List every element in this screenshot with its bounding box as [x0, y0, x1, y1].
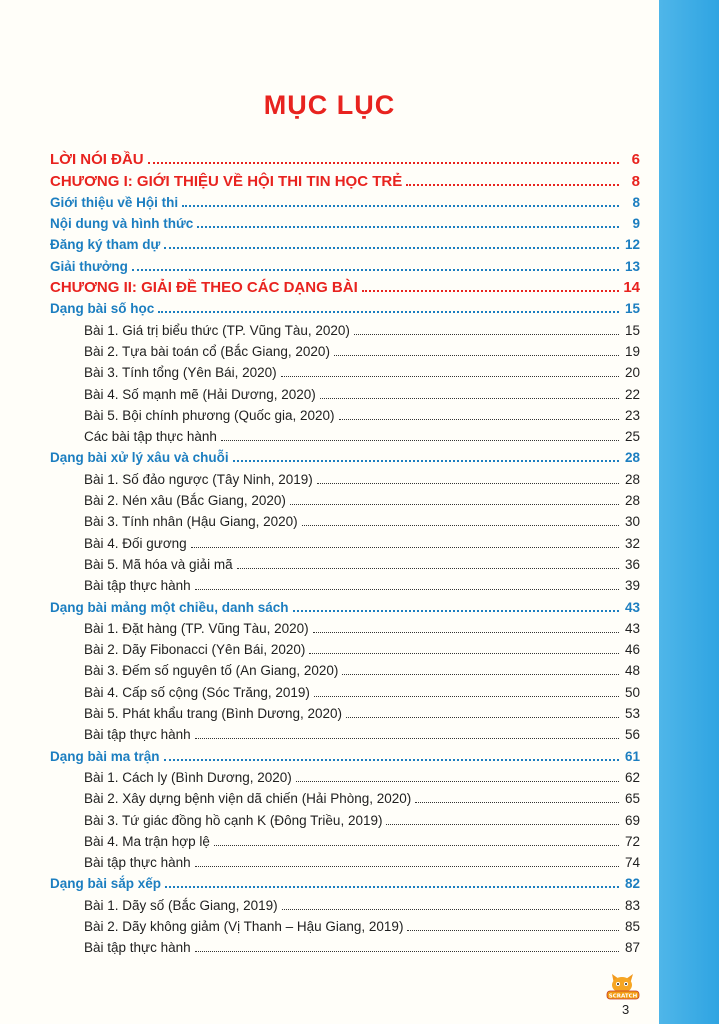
toc-entry-title: Bài 1. Giá trị biểu thức (TP. Vũng Tàu, 2020) — [84, 322, 350, 338]
toc-entry-title: Bài 3. Tính tổng (Yên Bái, 2020) — [84, 365, 277, 381]
toc-entry-page: 19 — [624, 343, 640, 359]
toc-entry-title: Bài 2. Tựa bài toán cổ (Bắc Giang, 2020) — [84, 343, 330, 359]
toc-entry-title: Bài 2. Xây dựng bệnh viện dã chiến (Hải Phòng, 2020) — [84, 791, 412, 807]
toc-entry-title: Bài 4. Ma trận hợp lệ — [84, 833, 210, 849]
toc-entry-title: Đăng ký tham dự — [50, 237, 161, 253]
toc-entry-page: 69 — [624, 812, 640, 828]
toc-entry-title: Bài 2. Dãy không giảm (Vị Thanh – Hậu Giang, 2019) — [84, 918, 404, 934]
toc-entry-title: Bài tập thực hành — [84, 727, 191, 743]
toc-entry[interactable] — [50, 766, 640, 787]
dot-leader — [354, 334, 619, 335]
toc-entry-page: 30 — [624, 514, 640, 530]
toc-entry[interactable] — [50, 723, 640, 744]
toc-entry[interactable] — [50, 680, 640, 701]
toc-entry-page: 9 — [632, 216, 640, 232]
toc-entry[interactable] — [50, 425, 640, 446]
dot-leader — [281, 376, 619, 377]
toc-entry-page: 25 — [624, 429, 640, 445]
dot-leader — [290, 504, 619, 505]
toc-entry[interactable] — [50, 233, 640, 254]
toc-entry-page: 6 — [631, 151, 640, 169]
dot-leader — [342, 674, 619, 675]
dot-leader — [165, 886, 619, 888]
toc-entry-page: 83 — [624, 897, 640, 913]
toc-entry[interactable] — [50, 489, 640, 510]
toc-entry-title: Bài 3. Tính nhân (Hậu Giang, 2020) — [84, 514, 298, 530]
toc-entry[interactable] — [50, 595, 640, 616]
toc-entry[interactable] — [50, 467, 640, 488]
toc-entry[interactable] — [50, 915, 640, 936]
dot-leader — [334, 355, 619, 356]
toc-entry-title: Dạng bài số học — [50, 301, 155, 317]
toc-entry[interactable] — [50, 340, 640, 361]
toc-entry[interactable] — [50, 638, 640, 659]
toc-entry[interactable] — [50, 872, 640, 893]
toc-entry-page: 8 — [631, 172, 640, 190]
toc-entry-page: 20 — [624, 365, 640, 381]
toc-entry-title: Dạng bài sắp xếp — [50, 876, 162, 892]
toc-entry[interactable] — [50, 553, 640, 574]
dot-leader — [296, 781, 619, 782]
toc-entry-title: Bài 3. Đếm số nguyên tố (An Giang, 2020) — [84, 663, 339, 679]
toc-entry-title: Bài 5. Mã hóa và giải mã — [84, 556, 233, 572]
toc-entry-page: 28 — [624, 493, 640, 509]
toc-entry[interactable] — [50, 659, 640, 680]
dot-leader — [339, 419, 619, 420]
toc-entry[interactable] — [50, 446, 640, 467]
toc-entry-title: Bài 2. Nén xâu (Bắc Giang, 2020) — [84, 493, 286, 509]
toc-entry-page: 32 — [624, 535, 640, 551]
dot-leader — [386, 824, 619, 825]
dot-leader — [415, 802, 619, 803]
toc-entry[interactable] — [50, 702, 640, 723]
toc-entry-page: 39 — [624, 578, 640, 594]
toc-entry[interactable] — [50, 531, 640, 552]
dot-leader — [293, 610, 619, 612]
toc-entry-page: 15 — [624, 322, 640, 338]
toc-entry-title: Bài tập thực hành — [84, 940, 191, 956]
toc-entry[interactable] — [50, 830, 640, 851]
dot-leader — [320, 398, 619, 399]
page-title: MỤC LỤC — [263, 90, 396, 120]
toc-entry[interactable] — [50, 617, 640, 638]
toc-entry-page: 12 — [624, 237, 640, 253]
dot-leader — [191, 547, 619, 548]
toc-entry-page: 85 — [624, 918, 640, 934]
dot-leader — [313, 632, 619, 633]
dot-leader — [164, 759, 619, 761]
dot-leader — [197, 226, 619, 228]
toc-entry[interactable] — [50, 808, 640, 829]
toc-entry-page: 74 — [624, 855, 640, 871]
toc-entry-page: 28 — [624, 450, 640, 466]
toc-entry-title: Bài 4. Cấp số cộng (Sóc Trăng, 2019) — [84, 684, 310, 700]
dot-leader — [362, 290, 619, 292]
toc-entry-title: Bài 1. Cách ly (Bình Dương, 2020) — [84, 769, 292, 785]
toc-entry-page: 13 — [624, 258, 640, 274]
toc-entry-page: 14 — [623, 279, 640, 297]
toc-entry-title: Bài 5. Phát khẩu trang (Bình Dương, 2020) — [84, 706, 343, 722]
dot-leader — [214, 845, 619, 846]
toc-entry-page: 48 — [624, 663, 640, 679]
dot-leader — [182, 205, 619, 207]
toc-entry-page: 62 — [624, 769, 640, 785]
dot-leader — [302, 525, 619, 526]
toc-entry-page: 8 — [632, 194, 640, 210]
toc-entry-page: 23 — [624, 407, 640, 423]
toc-entry[interactable] — [50, 744, 640, 765]
toc-entry[interactable] — [50, 787, 640, 808]
toc-entry-title: CHƯƠNG I: GIỚI THIỆU VỀ HỘI THI TIN HỌC TRẺ — [50, 172, 403, 190]
dot-leader — [164, 247, 619, 249]
toc-entry[interactable] — [50, 212, 640, 233]
table-of-contents — [50, 148, 640, 957]
toc-entry-title: Dạng bài ma trận — [50, 748, 160, 764]
toc-entry-page: 56 — [624, 727, 640, 743]
toc-entry[interactable] — [50, 254, 640, 275]
toc-entry-title: Bài 4. Đối gương — [84, 535, 187, 551]
toc-entry-page: 46 — [624, 642, 640, 658]
toc-entry[interactable] — [50, 276, 640, 297]
toc-entry-title: Bài 3. Tứ giác đồng hồ cạnh K (Đông Triều, 2019) — [84, 812, 383, 828]
toc-entry-title: Bài 2. Dãy Fibonacci (Yên Bái, 2020) — [84, 642, 306, 658]
toc-entry[interactable] — [50, 382, 640, 403]
toc-entry-page: 61 — [624, 748, 640, 764]
toc-entry-page: 53 — [624, 706, 640, 722]
toc-entry-page: 28 — [624, 471, 640, 487]
dot-leader — [317, 483, 619, 484]
toc-entry-title: Nội dung và hình thức — [50, 216, 194, 232]
toc-entry-title: LỜI NÓI ĐẦU — [50, 151, 144, 169]
toc-entry-title: Các bài tập thực hành — [84, 429, 217, 445]
toc-entry-title: Giải thưởng — [50, 258, 128, 274]
toc-entry-page: 15 — [624, 301, 640, 317]
toc-entry-title: Bài tập thực hành — [84, 855, 191, 871]
toc-entry-page: 43 — [624, 599, 640, 615]
toc-entry-title: Bài 5. Bội chính phương (Quốc gia, 2020) — [84, 407, 335, 423]
toc-entry-page: 65 — [624, 791, 640, 807]
toc-entry-page: 87 — [624, 940, 640, 956]
dot-leader — [314, 696, 619, 697]
page-number: 3 — [622, 1002, 630, 1017]
toc-entry-title: CHƯƠNG II: GIẢI ĐỀ THEO CÁC DẠNG BÀI — [50, 279, 358, 297]
toc-entry[interactable] — [50, 169, 640, 190]
dot-leader — [195, 866, 619, 867]
toc-entry[interactable] — [50, 851, 640, 872]
toc-entry-title: Bài 1. Dãy số (Bắc Giang, 2019) — [84, 897, 278, 913]
toc-entry[interactable] — [50, 893, 640, 914]
toc-entry-page: 82 — [624, 876, 640, 892]
dot-leader — [195, 738, 619, 739]
toc-entry[interactable] — [50, 297, 640, 318]
dot-leader — [132, 269, 619, 271]
toc-entry-page: 43 — [624, 620, 640, 636]
toc-entry-page: 22 — [624, 386, 640, 402]
dot-leader — [195, 951, 619, 952]
toc-entry-page: 72 — [624, 833, 640, 849]
dot-leader — [346, 717, 619, 718]
dot-leader — [282, 909, 619, 910]
logo-text: SCRATCH — [608, 993, 638, 1000]
dot-leader — [195, 589, 619, 590]
blue-edge-strip — [659, 0, 719, 1024]
toc-entry-title: Bài 4. Số mạnh mẽ (Hải Dương, 2020) — [84, 386, 316, 402]
toc-entry[interactable] — [50, 936, 640, 957]
toc-entry[interactable] — [50, 148, 640, 169]
toc-entry-page: 36 — [624, 556, 640, 572]
toc-entry[interactable] — [50, 574, 640, 595]
toc-entry-title: Giới thiệu về Hội thi — [50, 194, 179, 210]
toc-entry-title: Dạng bài xử lý xâu và chuỗi — [50, 450, 229, 466]
toc-entry-title: Bài 1. Số đảo ngược (Tây Ninh, 2019) — [84, 471, 313, 487]
toc-entry[interactable] — [50, 318, 640, 339]
toc-entry-title: Bài tập thực hành — [84, 578, 191, 594]
toc-entry[interactable] — [50, 191, 640, 212]
dot-leader — [237, 568, 619, 569]
toc-entry[interactable] — [50, 404, 640, 425]
dot-leader — [158, 311, 619, 313]
toc-entry[interactable] — [50, 361, 640, 382]
dot-leader — [406, 184, 619, 186]
toc-entry-page: 50 — [624, 684, 640, 700]
toc-entry-title: Bài 1. Đặt hàng (TP. Vũng Tàu, 2020) — [84, 620, 309, 636]
scratch-cat-logo-icon — [606, 970, 640, 1000]
dot-leader — [309, 653, 619, 654]
dot-leader — [148, 162, 619, 164]
dot-leader — [233, 460, 619, 462]
dot-leader — [221, 440, 619, 441]
toc-entry[interactable] — [50, 510, 640, 531]
dot-leader — [407, 930, 619, 931]
toc-entry-title: Dạng bài mảng một chiều, danh sách — [50, 599, 289, 615]
